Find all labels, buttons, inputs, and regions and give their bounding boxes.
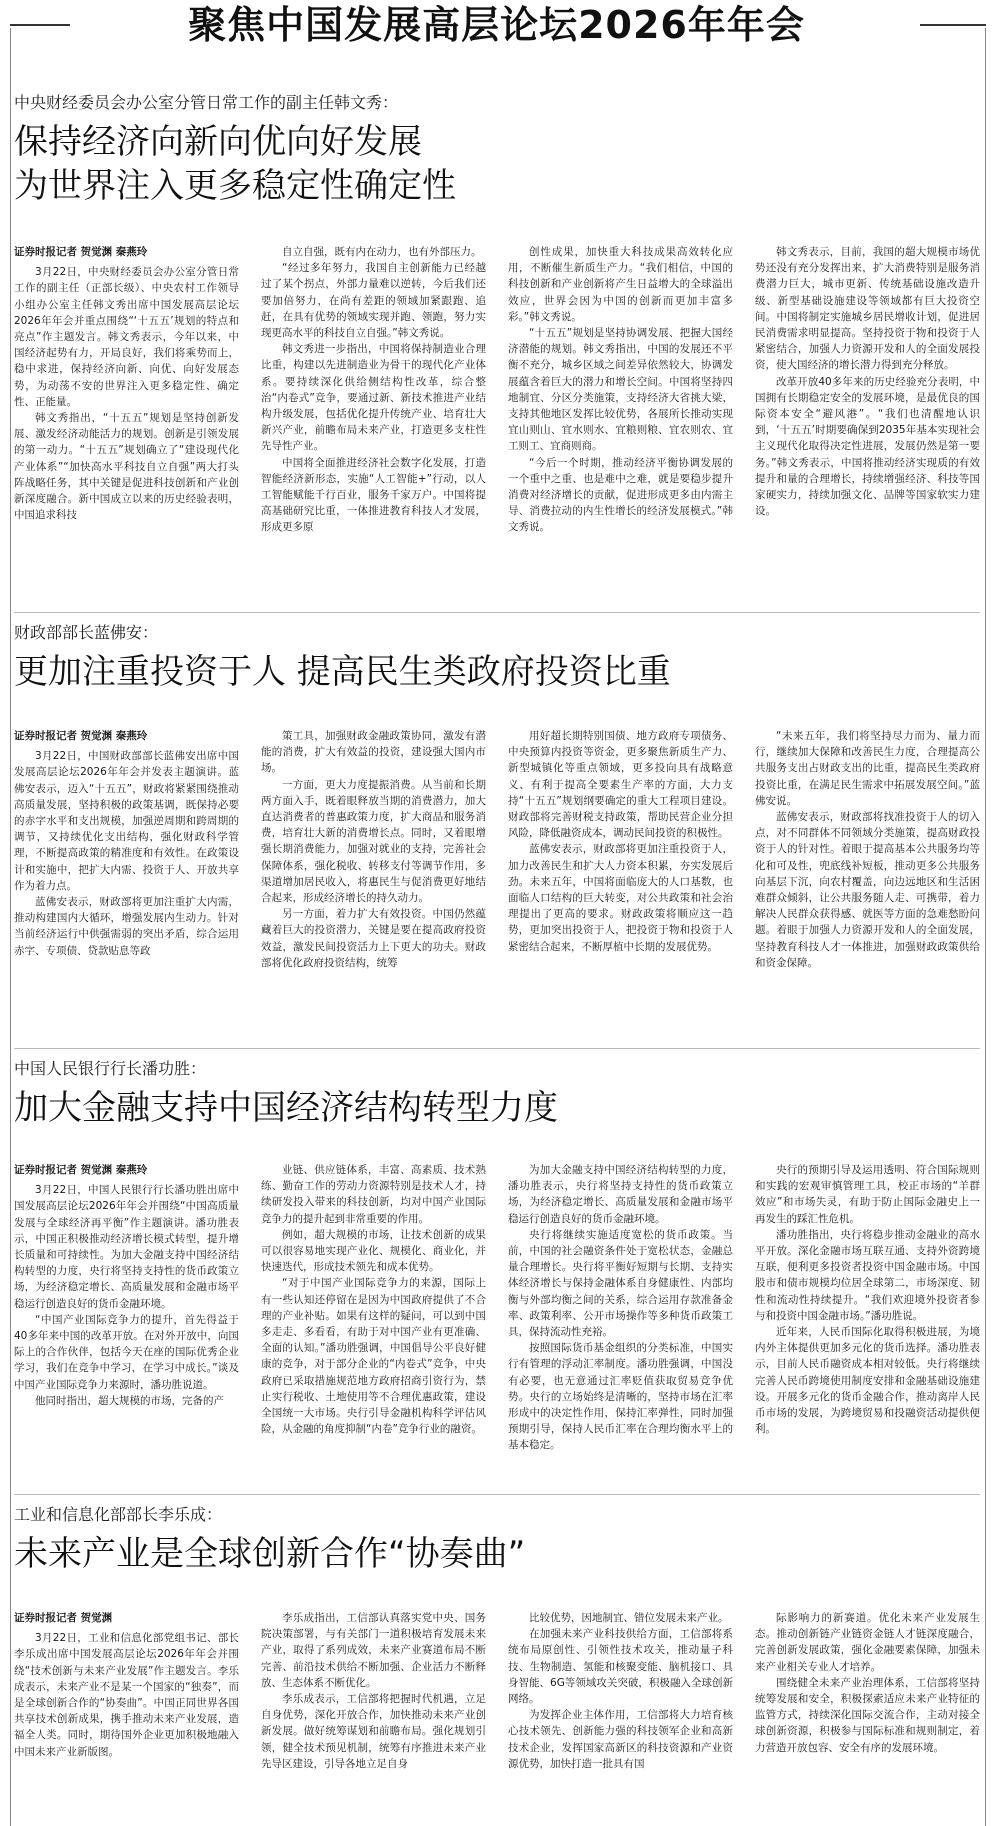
paragraph: 创性成果，加快重大科技成果高效转化应用，不断催生新质生产力。“我们相信，中国的科技创新和产业创新将产生日益增大的全球溢出效应，世界会因为中国的创新而更加丰富多彩。”韩文秀说。: [508, 246, 733, 323]
article-1-body: [14, 244, 980, 570]
article-4-header: [14, 1504, 980, 1576]
paragraph: 比较优势，因地制宜、错位发展未来产业。: [529, 1612, 729, 1624]
paragraph: 李乐成表示，工信部将把握时代机遇，立足自身优势，深化开放合作，加快推动未来产业创新发展。做好统筹谋划和前瞻布局。强化规划引领，健全技术预见机制，统筹有序推进未来产业先导区建设，引导各地立足自身: [261, 1693, 486, 1770]
paragraph: 央行的预期引导及运用透明、符合国际规则和实践的宏观审慎管理工具，校正市场的“羊群效应”和市场失灵，有助于防止国际金融史上一再发生的踩汇性危机。: [755, 1164, 980, 1225]
paragraph: 李乐成指出，工信部认真落实党中央、国务院决策部署，与有关部门一道积极培育发展未来产业，取得了系列成效，未来产业赛道布局不断完善、前沿技术供给不断加强、企业活力不断释放、生态体系不断优化。: [261, 1612, 486, 1689]
masthead-rule-left: [10, 24, 70, 26]
paragraph: 为发挥企业主体作用，工信部将大力培育核心技术领先、创新能力强的科技领军企业和高新技术企业，发挥国家高新区的科技资源和产业资源优势，加快打造一批具有国: [508, 1709, 733, 1770]
headline-line: 未来产业是全球创新合作“协奏曲”: [14, 1534, 526, 1574]
page-border-right: [985, 28, 986, 1826]
headline-line: 为世界注入更多稳定性确定性: [14, 166, 456, 206]
paragraph: 韩文秀指出，“十五五”规划是坚持创新发展、激发经济动能活力的规划。创新是引领发展的第一动力。“十五五”规划确立了“建设现代化产业体系”“加快高水平科技自立自强”两大打头阵战略任务，其中关键是促进科技创新和产业创新深度融合。新中国成立以来的历史经验表明，中国追求科技: [14, 412, 239, 522]
masthead-rule-right: [920, 24, 986, 26]
article-column: [261, 244, 486, 570]
paragraph: 一方面，更大力度提振消费。从当前和长期两方面入手，既着眼释放当期的消费潜力，加大直达消费者的普惠政策力度，扩大商品和服务消费，培育壮大新的消费增长点。同时，又着眼增强长期消费能力，加强对就业的支持，完善社会保障体系，强化税收、转移支付等调节作用，多渠道增加居民收入，将惠民生与促消费更好地结合起来，形成经济增长的持久动力。: [261, 778, 486, 905]
article-column: [261, 1610, 486, 1822]
section-divider: [14, 612, 980, 613]
paragraph: 中国将全面推进经济社会数字化发展，打造智能经济新形态，实施“人工智能+”行动，以人工智能赋能千行百业，服务千家万户。中国将提高基础研究比重，一体推进教育科技人才发展，形成更多原: [261, 456, 486, 534]
article-column: [14, 728, 239, 1028]
paragraph: 蓝佛安表示，财政部将更加注重投资于人，加力改善民生和扩大人力资本积累，夯实发展后劲。未来五年，中国将面临庞大的人口基数，也面临人口结构的巨大转变，对公共政策和社会治理提出了更高的要求。财政政策将顺应这一趋势，更加突出投资于人，把投资于物和投资于人紧密结合起来，不断厚植中长期的发展优势。: [508, 843, 733, 953]
article-4-body: [14, 1610, 980, 1822]
paragraph: 3月22日，中国财政部部长蓝佛安出席中国发展高层论坛2026年年会并发表主题演讲。蓝佛安表示，迈入“十五五”，财政将紧紧围绕推动高质量发展，坚持积极的政策基调，既保持必要的赤字水平和支出规模，加强逆周期和跨周期的调节，又持续优化支出结构，强化财政科学管理，不断提高政策的精准度和有效性。在政策设计和实施中，把扩大内需、投资于人、开放共享作为着力点。: [14, 750, 239, 892]
paragraph: 策工具，加强财政金融政策协同，激发有潜能的消费，扩大有效益的投资，建设强大国内市场。: [261, 730, 486, 775]
headline-line: 加大金融支持中国经济结构转型力度: [14, 1088, 558, 1128]
article-column: [508, 728, 733, 1028]
article-headline: [14, 1532, 980, 1576]
paragraph: 央行将继续实施适度宽松的货币政策。当前，中国的社会融资条件处于宽松状态，金融总量合理增长。央行将平衡好短期与长期、支持实体经济增长与保持金融体系自身健康性、内部均衡与外部均衡之间的关系，综合运用存款准备金率、政策利率、公开市场操作等多种货币政策工具，保持流动性充裕。: [508, 1228, 733, 1339]
byline: 证券时报记者 贺觉渊 秦燕玲: [14, 1164, 148, 1176]
article-column: [14, 244, 239, 570]
paragraph: 自立自强，既有内在动力，也有外部压力。: [282, 246, 482, 258]
article-column: [261, 728, 486, 1028]
paragraph: 围绕健全未来产业治理体系，工信部将坚持统筹发展和安全，积极探索适应未来产业特征的监管方式，持续深化国际交流合作，主动对接全球创新资源，积极参与国际标准和规则制定，着力营造开放包容、安全有序的发展环境。: [755, 1676, 980, 1754]
paragraph: “中国产业国际竞争力的提升，首先得益于40多年来中国的改革开放。在对外开放中，向国际上的合作伙伴，包括今天在座的国际优秀企业学习，我们在竞争中学习，在学习中成长。”谈及中国产业国际竞争力来源时，潘功胜说道。: [14, 1313, 239, 1391]
paragraph: “未来五年，我们将坚持尽力而为、量力而行，继续加大保障和改善民生力度，合理提高公共服务支出占财政支出的比重，提高民生类政府投资比重，在满足民生需求中拓展发展空间。”蓝佛安说。: [755, 730, 980, 807]
article-3-body: [14, 1162, 980, 1462]
article-column: [14, 1610, 239, 1822]
paragraph: 为加大金融支持中国经济结构转型的力度，潘功胜表示，央行将坚持支持性的货币政策立场，为经济稳定增长、高质量发展和金融市场平稳运行创造良好的货币金融环境。: [508, 1164, 733, 1225]
section-divider: [14, 1494, 980, 1495]
paragraph: 按照国际货币基金组织的分类标准，中国实行有管理的浮动汇率制度。潘功胜强调，中国没有必要，也无意通过汇率贬值获取贸易竞争优势。央行的立场始终是清晰的，坚持市场在汇率形成中的决定性作用，保持汇率弹性，同时加强预期引导，保持人民币汇率在合理均衡水平上的基本稳定。: [508, 1342, 733, 1452]
masthead: [0, 0, 993, 52]
paragraph: 他同时指出，超大规模的市场，完备的产: [35, 1394, 224, 1407]
article-column: [508, 1610, 733, 1822]
article-column: [755, 728, 980, 1028]
article-1-header: [14, 92, 980, 208]
paragraph: 韩文秀表示，目前，我国的超大规模市场优势还没有充分发挥出来，扩大消费特别是服务消费潜力巨大，城市更新、传统基础设施改造升级、新型基础设施建设等领域都有巨大投资空间。中国将制定实施城乡居民增收计划，促进居民消费需求明显提高。坚持投资于物和投资于人紧密结合，加强人力资源开发和人的全面发展投资，使大国经济的增长潜力得到充分释放。: [755, 246, 980, 372]
paragraph: 例如，超大规模的市场，让技术创新的成果可以很容易地实现产业化、规模化、商业化，并快速迭代，形成技术领先和成本优势。: [261, 1228, 486, 1274]
paragraph: 改革开放40多年来的历史经验充分表明，中国拥有长期稳定安全的发展环境，是最优良的国际资本安全“避风港”。“我们也清醒地认识到，‘十五五’时期要确保到2035年基本实现社会主义现代化取得决定性进展，发展仍然是第一要务。”韩文秀表示，中国将推动经济实现质的有效提升和量的合理增长，持续增强经济、科技等国家硬实力，持续加强文化、品牌等国家软实力建设。: [755, 375, 980, 518]
section-divider: [14, 1048, 980, 1049]
article-2-header: [14, 622, 980, 694]
paragraph: 业链、供应链体系，丰富、高素质、技术熟练、勤奋工作的劳动力资源特别是技术人才，持续研发投入带来的科技创新，均对中国产业国际竞争力的提升起到非常重要的作用。: [261, 1164, 486, 1225]
article-kicker: 中央财经委员会办公室分管日常工作的副主任韩文秀：: [14, 93, 399, 112]
article-headline: [14, 120, 980, 208]
article-kicker: 工业和信息化部部长李乐成：: [14, 1505, 223, 1524]
paragraph: 韩文秀进一步指出，中国将保持制造业合理比重，构建以先进制造业为骨干的现代化产业体系。要持续深化供给侧结构性改革，综合整治“内卷式”竞争，要通过新、新技术推进产业结构升级发展，包括优化提升传统产业、培育壮大新兴产业，前瞻布局未来产业，打造更多支柱性先导性产业。: [261, 343, 486, 453]
page-border-left: [10, 28, 11, 1826]
byline: 证券时报记者 贺觉渊 秦燕玲: [14, 730, 148, 742]
paragraph: 用好超长期特别国债、地方政府专项债务、中央预算内投资等资金，更多聚焦新质生产力、新型城镇化等重点领域，更多投向具有战略意义、有利于提高全要素生产率的方面，大力支持“十五五”规划纲要确定的重大工程项目建设。财政部将完善财税支持政策，帮助民营企业分担风险，降低融资成本，调动民间投资的积极性。: [508, 730, 733, 840]
paragraph: 3月22日，中央财经委员会办公室分管日常工作的副主任（正部长级）、中央农村工作领导小组办公室主任韩文秀出席中国发展高层论坛2026年年会并重点围绕“‘十五五’规划的特点和亮点”作主题发言。韩文秀表示，今年以来，中国经济起势有力，开局良好，我们将乘势而上，稳中求进，保持经济向新、向优、向好发展态势，为动荡不安的世界注入更多稳定性、确定性、正能量。: [14, 266, 239, 408]
article-3-header: [14, 1058, 980, 1130]
paragraph: 潘功胜指出，央行将稳步推动金融业的高水平开放。深化金融市场互联互通、支持外资跨境互联，便利更多投资者投资中国金融市场。中国股市和债市规模均位居全球第二，市场深度、韧性和流动性持续提升。“我们欢迎境外投资者参与和投资中国金融市场。”潘功胜说。: [755, 1228, 980, 1322]
article-column: [508, 244, 733, 570]
paragraph: 近年来，人民币国际化取得积极进展，为境内外主体提供更加多元化的货币选择。潘功胜表示，目前人民币融资成本相对较低。央行将继续完善人民币跨境使用制度安排和金融基础设施建设。开展多元化的货币金融合作，推动离岸人民币市场的发展，为跨境贸易和投融资活动提供便利。: [755, 1326, 980, 1436]
article-column: [755, 244, 980, 570]
masthead-title: 聚焦中国发展高层论坛2026年年会: [178, 0, 815, 50]
article-column: [508, 1162, 733, 1462]
article-column: [261, 1162, 486, 1462]
paragraph: 3月22日，中国人民银行行长潘功胜出席中国发展高层论坛2026年年会并围绕“中国高质量发展与全球经济再平衡”作主题演讲。潘功胜表示，中国正积极推动经济增长模式转型，提升增长质量和可持续性。为加大金融支持中国经济结构转型的力度，央行将坚持支持性的货币政策立场，为经济稳定增长、高质量发展和金融市场平稳运行创造良好的货币金融环境。: [14, 1184, 239, 1310]
article-kicker: 财政部部长蓝佛安：: [14, 623, 159, 642]
headline-line: 更加注重投资于人 提高民生类政府投资比重: [14, 652, 671, 692]
article-column: [14, 1162, 239, 1462]
paragraph: “十五五”规划是坚持协调发展、把握大国经济潜能的规划。韩文秀指出，中国的发展还不平衡不充分，城乡区域之间差异依然较大，协调发展蕴含着巨大的潜力和增长空间。中国将坚持四地制宜、分区分类施策，支持经济大省挑大梁，支持其他地区发挥比较优势，各展所长推动实现宜山则山、宜水则水、宜粮则粮、宜农则农、宜工则工、宜商则商。: [508, 327, 733, 453]
paragraph: 际影响力的新赛道。优化未来产业发展生态。推动创新链产业链资金链人才链深度融合，完善创新发展政策，强化金融要素保障，加强未来产业相关专业人才培养。: [755, 1612, 980, 1673]
article-2-body: [14, 728, 980, 1028]
paragraph: “今后一个时期，推动经济平衡协调发展的一个重中之重、也是难中之难，就是要稳步提升消费对经济增长的贡献，促进形成更多由内需主导、消费拉动的内生性增长的经济发展模式。”韩文秀说。: [508, 456, 733, 534]
article-column: [755, 1610, 980, 1822]
byline: 证券时报记者 贺觉渊 秦燕玲: [14, 246, 148, 258]
paragraph: 3月22日，工业和信息化部党组书记、部长李乐成出席中国发展高层论坛2026年年会并围绕“技术创新与未来产业发展”作主题发言。李乐成表示，未来产业不是某一个国家的“独奏”，而是全球创新合作的“协奏曲”。中国正同世界各国共享技术创新成果，携手推动未来产业发展，造福全人类。同时，期待国外企业更加积极地融入中国未来产业新版图。: [14, 1632, 239, 1758]
paragraph: 在加强未来产业科技供给方面，工信部将系统布局原创性、引领性技术攻关，推动量子科技、生物制造、氢能和核聚变能、脑机接口、具身智能、6G等领域攻关突破，积极融入全球创新网络。: [508, 1628, 733, 1706]
paragraph: 另一方面，着力扩大有效投资。中国仍然蕴藏着巨大的投资潜力，关键是要在提高政府投资效益，激发民间投资活力上下更大的功夫。财政部将优化政府投资结构，统筹: [261, 908, 486, 969]
paragraph: “对于中国产业国际竞争力的来源，国际上有一些认知还停留在是因为中国政府提供了不合理的产业补贴。如果有这样的疑问，可以到中国多走走、多看看，有助于对中国产业有更准确、全面的认知。”潘功胜强调，中国倡导公平良好健康的竞争，对于部分企业的“内卷式”竞争，中央政府已采取措施规范地方政府招商引资行为，禁止实行税收、土地使用等不合理优惠政策，建设全国统一大市场。央行引导金融机构科学评估风险，从金融的角度抑制“内卷”竞争行业的融资。: [261, 1277, 486, 1436]
byline: 证券时报记者 贺觉渊: [14, 1612, 113, 1624]
article-headline: [14, 1086, 980, 1130]
headline-line: 保持经济向新向优向好发展: [14, 122, 422, 162]
article-column: [755, 1162, 980, 1462]
paragraph: 蓝佛安表示，财政部将更加注重扩大内需，推动构建国内大循环，增强发展内生动力。针对当前经济运行中供强需弱的突出矛盾，综合运用赤字、专项债、贷款贴息等政: [14, 896, 239, 957]
paragraph: 蓝佛安表示，财政部将找准投资于人的切入点，对不同群体不同领域分类施策，提高财政投资于人的针对性。着眼于提高基本公共服务均等化和可及性，兜底线补短板，推动更多公共服务向基层下沉，向农村覆盖，向边远地区和生活困难群众倾斜，让公共服务随人走、可携带，着力解决人民群众获得感、就医等方面的急难愁盼问题。着眼于加强人力资源开发和人的全面发展，坚持教育科技人才一体推进，加强财政政策供给和资金保障。: [755, 811, 980, 969]
article-headline: [14, 650, 980, 694]
article-kicker: 中国人民银行行长潘功胜：: [14, 1059, 207, 1078]
paragraph: “经过多年努力，我国自主创新能力已经越过了某个拐点，外部力量难以逆转，今后我们还要加倍努力，在尚有差距的领域加紧跟跑、追赶，在具有优势的领域实现并跑、领跑，努力实现更高水平的科技自立自强。”韩文秀说。: [261, 262, 486, 340]
